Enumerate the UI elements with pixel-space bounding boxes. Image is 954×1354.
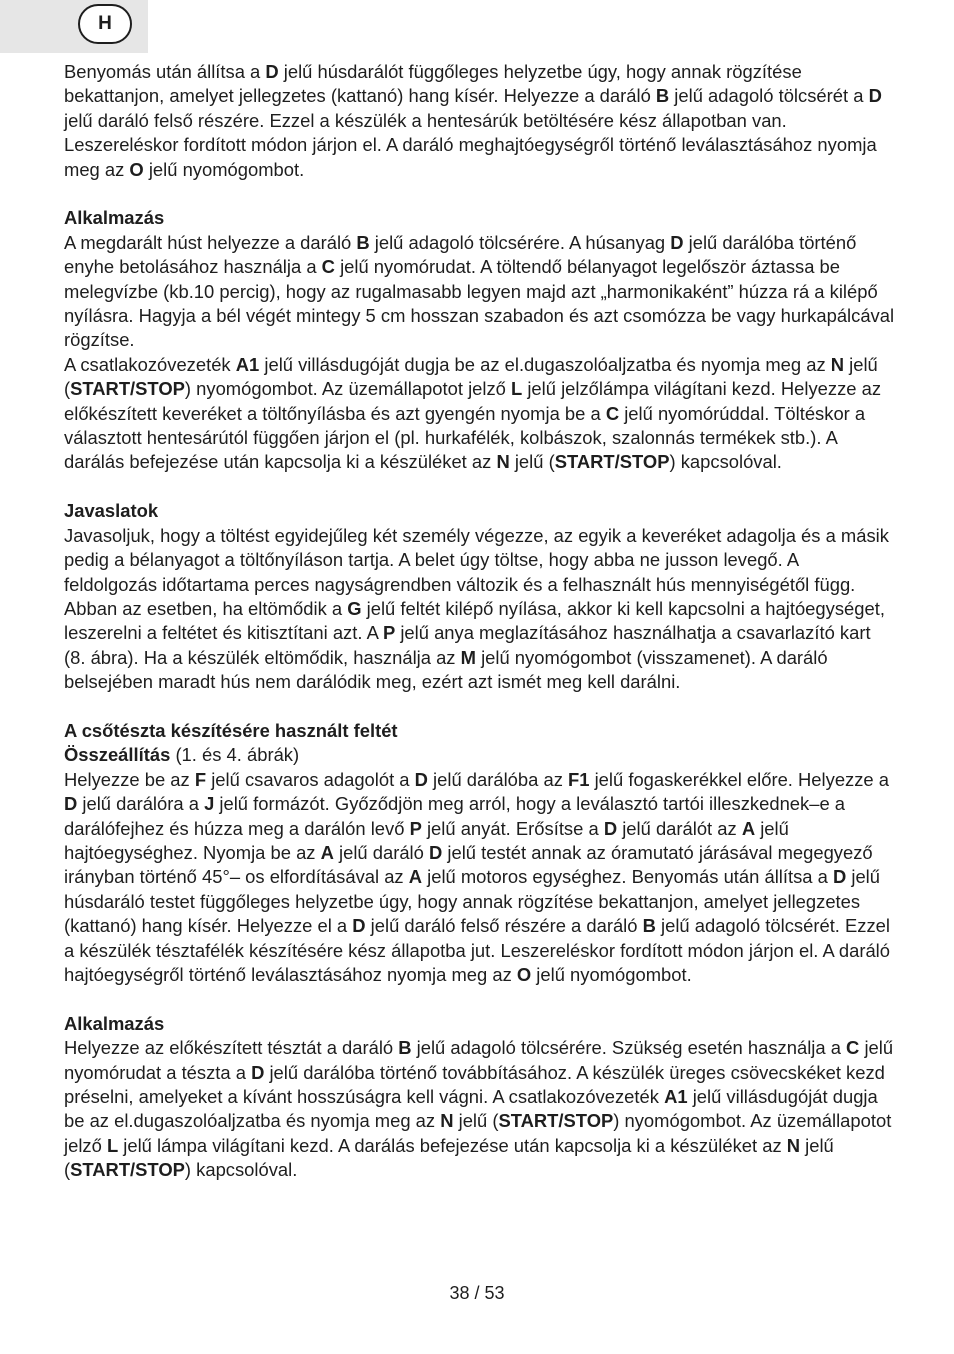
part-label: P: [409, 817, 422, 839]
text-run: jelű jelzőlámpa világítani kezd. Helyezze az előkészített keveréket a töltőnyílásba és azt gyengén nyomja be a: [64, 378, 882, 424]
text-run: jelű lámpa világítani kezd. A darálás befejezése után kapcsolja ki a készüléket az: [118, 1134, 787, 1156]
part-label: B: [642, 915, 656, 937]
text-run: jelű formázót. Győződjön meg arról, hogy a leválasztó tartói illeszkednek–e a darálófejhez és húzza meg a darálón levő: [64, 793, 846, 839]
part-label: F: [194, 768, 207, 790]
paragraph-tips: [64, 524, 896, 597]
part-label: D: [603, 817, 618, 839]
part-label: D: [428, 841, 443, 863]
language-tab: [0, 0, 148, 53]
text-run: jelű darálóba történő enyhe betolásához használja a: [64, 231, 857, 278]
text-run: Abban az esetben, ha eltömődik a: [64, 597, 348, 619]
paragraph-operation: [64, 353, 896, 475]
text-run: jelű adagoló tölcsérét. Ezzel a készülék tésztafélék készítésére kész állapotba jut. Leszereléskor fordított módon járjon el. A daráló hajtóegységről történő leválasztásához nyomja meg az: [64, 915, 890, 985]
paragraph-application: [64, 231, 896, 353]
paragraph-pasta-application: [64, 1036, 896, 1182]
text-run: jelű csavaros adagolót a: [206, 768, 415, 790]
text-run: jelű nyomógombot.: [143, 158, 305, 180]
text-run: jelű nyomórúddal. Töltéskor a választott hentesárútól függően járjon el (pl. hurkafélék, kolbászok, szalonnás termékek stb.). A darálás befejezése után kapcsolja ki a készüléket az: [64, 402, 866, 473]
text-run: jelű nyomógombot.: [531, 963, 692, 985]
part-label: A: [320, 841, 334, 863]
section-heading-tips: Javaslatok: [64, 500, 159, 522]
paragraph-assembly-end: [64, 60, 896, 182]
text-run: ) nyomógombot. Az üzemállapotot jelző: [184, 378, 511, 400]
language-badge: H: [78, 4, 132, 44]
part-label: N: [496, 451, 510, 473]
text-run: A csatlakozóvezeték: [64, 353, 236, 375]
text-run: Helyezze az előkészített tésztát a daráló: [64, 1037, 399, 1059]
part-label: C: [846, 1037, 860, 1059]
part-label: D: [414, 768, 428, 790]
part-label: N: [440, 1110, 454, 1132]
section-heading-application-2: Alkalmazás: [64, 1012, 165, 1034]
text-run: jelű adagoló tölcsérét a: [669, 85, 869, 107]
part-label: START/STOP: [498, 1110, 614, 1132]
paragraph-clogging: [64, 597, 896, 695]
text-run: Helyezze be az: [64, 768, 195, 790]
part-label: D: [265, 61, 279, 82]
part-label: B: [356, 231, 370, 253]
text-run: jelű feltét kilépő nyílása, akkor ki kell kapcsolni a hajtóegységet, leszerelni a feltétet és kitisztítani azt. A: [64, 597, 885, 644]
text-run: jelű fogaskerékkel előre. Helyezze a: [589, 768, 889, 790]
part-label: A1: [664, 1086, 688, 1107]
text-run: jelű daráló felső részére. Ezzel a készülék a hentesárúk betöltésére kész állapotban van. Leszereléskor fordított módon járjon el. A daráló meghajtóegységről történő leválasztásához nyomja meg az: [64, 109, 877, 180]
part-label: P: [382, 622, 396, 644]
text-run: jelű testét annak az óramutató járásával megegyező irányban történő 45°– os elfordításával az: [64, 841, 873, 888]
part-label: D: [832, 866, 847, 888]
part-label: B: [398, 1037, 412, 1059]
text-run: jelű nyomórudat. A töltendő bélanyagot legelőször áztassa be melegvízbe (kb.10 percig), hogy az rugalmasabb legyen majd azt „harmonikaként” húzza rá a kilépő nyílásra. Hagyja a bél végét mintegy 5 cm hosszan szabadon és azt csomózza be vagy hurkapálcával rögzítse.: [64, 256, 895, 351]
text-run: A megdarált húst helyezze a daráló: [64, 231, 357, 253]
text-run: jelű anyát. Erősítse a: [421, 817, 604, 839]
text-run: jelű adagoló tölcsérére. Szükség esetén használja a: [411, 1037, 847, 1059]
text-run: jelű nyomórudat a tészta a: [64, 1037, 894, 1083]
text-run: jelű adagoló tölcsérére. A húsanyag: [369, 231, 671, 253]
page-number: 38 / 53: [449, 1283, 505, 1303]
part-label: N: [830, 353, 845, 375]
part-label: O: [129, 158, 144, 180]
paragraph-pasta-assembly: [64, 768, 896, 988]
text-run: jelű (: [509, 451, 555, 473]
part-label: D: [64, 793, 78, 815]
text-run: ) kapcsolóval.: [184, 1159, 298, 1181]
part-label: O: [516, 963, 532, 985]
part-label: C: [605, 402, 620, 424]
text-run: jelű nyomógombot (visszamenet). A daráló belsejében maradt hús nem darálódik meg, ezért azt ismét meg kell darálni.: [64, 646, 828, 693]
section-heading-pasta-attachment: A csőtészta készítésére használt feltét: [64, 719, 398, 741]
part-label: D: [352, 915, 366, 937]
text-run: jelű darálót az: [617, 817, 742, 839]
section-heading-application: Alkalmazás: [64, 207, 165, 229]
text-run: ) kapcsolóval.: [669, 451, 782, 473]
part-label: N: [786, 1134, 801, 1156]
text-run: jelű daráló felső részére a daráló: [365, 915, 643, 937]
text-run: jelű villásdugóját dugja be az el.dugaszolóaljzatba és nyomja meg az: [259, 353, 831, 375]
part-label: C: [321, 256, 335, 278]
part-label: A: [741, 817, 756, 839]
text-run: jelű darálóba az: [427, 768, 569, 790]
part-label: D: [868, 85, 882, 107]
part-label: START/STOP: [554, 451, 670, 473]
part-label: A: [408, 866, 423, 888]
part-label: START/STOP: [70, 1159, 185, 1181]
text-run: jelű motoros egységhez. Benyomás után állítsa a: [422, 866, 833, 888]
part-label: START/STOP: [70, 378, 185, 400]
text-run: jelű villásdugóját dugja be az el.dugaszolóaljzatba és nyomja meg az: [64, 1086, 878, 1132]
part-label: A1: [235, 353, 260, 375]
text-run: ) nyomógombot. Az üzemállapotot jelző: [64, 1110, 892, 1156]
text-run: jelű (: [64, 353, 878, 400]
text-run: jelű (: [453, 1110, 499, 1132]
text-run: jelű anya meglazításához használhatja a csavarlazító kart (8. ábra). Ha a készülék eltömődik, használja az: [64, 622, 871, 668]
text-run: Benyomás után állítsa a: [64, 61, 266, 82]
part-label: M: [460, 646, 476, 668]
text-run: jelű (: [64, 1134, 834, 1181]
part-label: F1: [568, 768, 590, 790]
text-run: jelű hajtóegységhez. Nyomja be az: [64, 817, 789, 863]
part-label: J: [204, 793, 215, 815]
text-run: jelű húsdaráló testet függőleges helyzetbe úgy, hogy annak rögzítése bekattanjon, amelyet jellegzetes (kattanó) hang kísér. Helyezze el a: [64, 866, 880, 937]
part-label: B: [655, 85, 670, 107]
part-label: L: [511, 378, 523, 400]
subheading-assembly: Összeállítás (1. és 4. ábrák): [64, 744, 300, 766]
text-run: Javasoljuk, hogy a töltést egyidejűleg két személy végezze, az egyik a keveréket adagolja és a másik pedig a bélanyagot a töltőnyíláson tartja. A belet úgy töltse, hogy abba ne jusson levegő. A feldolgozás időtartama perces nagyságrendben változik és a felhasznált hús mennyiségétől függ.: [64, 524, 889, 595]
text-run: jelű darálóba történő továbbításához. A készülék üreges csövecskéket kezd préselni, amelyeket a kívánt hosszúságra kell vágni. A csatlakozóvezeték: [64, 1061, 885, 1107]
part-label: D: [670, 231, 684, 253]
part-label: L: [106, 1134, 119, 1156]
part-label: G: [347, 597, 362, 619]
document-body: [64, 60, 896, 1183]
text-run: jelű húsdarálót függőleges helyzetbe úgy, hogy annak rögzítése bekattanjon, amelyet jellegzetes (kattanó) hang kísér. Helyezze a daráló: [64, 61, 802, 107]
part-label: D: [251, 1061, 265, 1083]
text-run: jelű darálóra a: [77, 793, 205, 815]
text-run: jelű daráló: [333, 841, 429, 863]
